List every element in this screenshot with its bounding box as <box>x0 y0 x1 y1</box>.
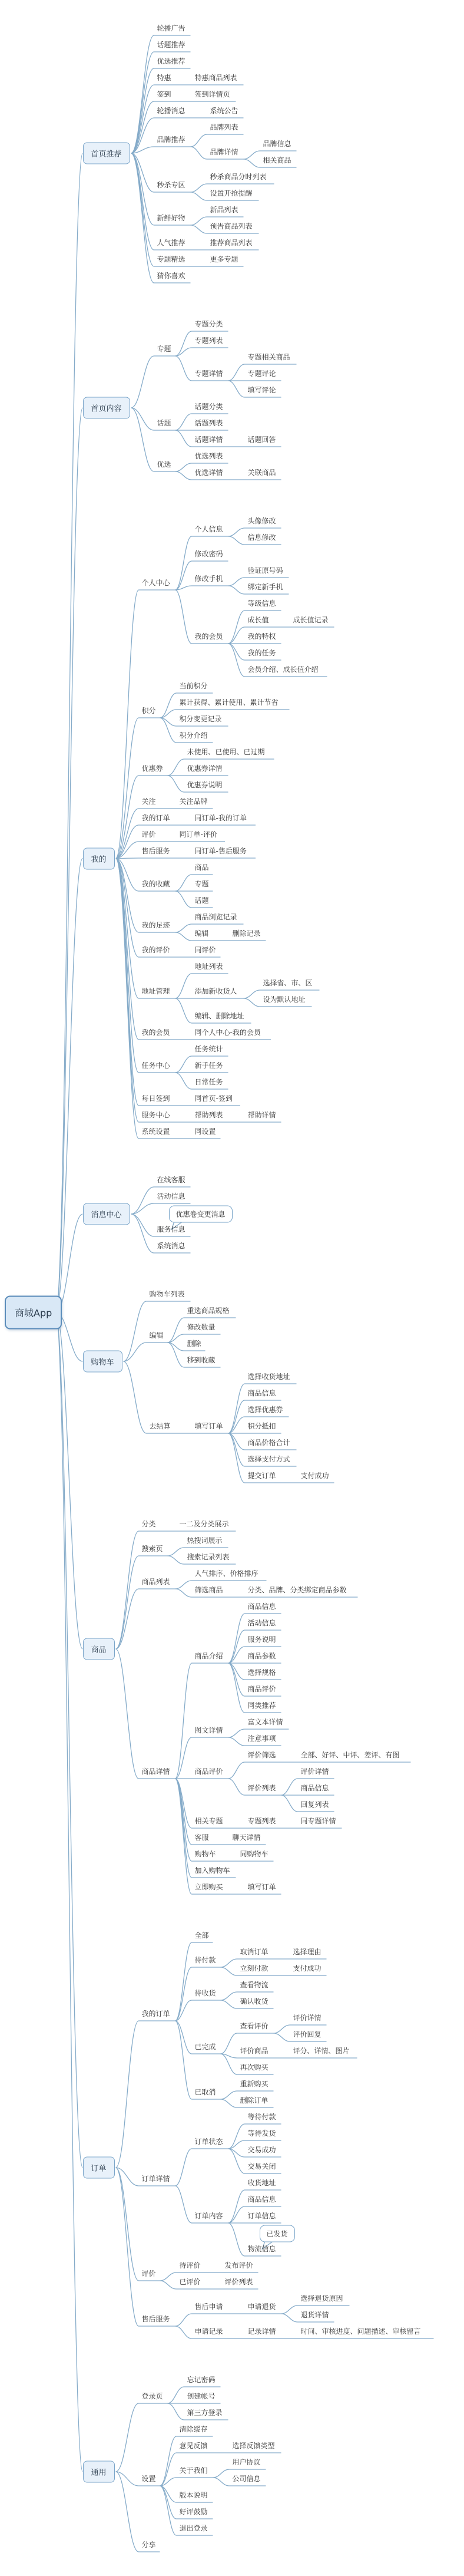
topic-node: 售后申请 <box>194 2303 223 2311</box>
topic-node: 已评价 <box>179 2278 201 2286</box>
topic-node: 任务中心 <box>141 1061 170 1070</box>
topic-node: 申请退货 <box>247 2303 276 2311</box>
topic-node: 登录页 <box>141 2392 163 2400</box>
topic-node: 修改手机 <box>194 575 223 583</box>
topic-node: 第三方登录 <box>187 2409 223 2417</box>
topic-node: 立刻付款 <box>240 1964 269 1973</box>
topic-node: 专题详情 <box>194 370 223 378</box>
topic-node: 评价 <box>141 2270 156 2278</box>
topic-node: 商品价格合计 <box>247 1439 290 1447</box>
topic-node: 话题列表 <box>194 419 223 427</box>
topic-node: 交易成功 <box>247 2146 276 2154</box>
topic-node: 商品信息 <box>247 2195 276 2204</box>
topic-node: 签到 <box>157 90 171 98</box>
topic-node: 同专题详情 <box>300 1817 336 1825</box>
topic-node: 退出登录 <box>179 2524 208 2532</box>
topic-node: 话题分类 <box>194 403 223 411</box>
topic-node: 优惠券说明 <box>187 781 223 789</box>
topic-node: 支付成功 <box>293 1964 322 1973</box>
topic-node: 重新购买 <box>240 2080 269 2088</box>
topic-node: 编辑 <box>194 929 209 938</box>
topic-node: 服务说明 <box>247 1635 276 1644</box>
topic-node: 等待发货 <box>247 2129 276 2138</box>
topic-node: 查看物流 <box>240 1981 269 1989</box>
topic-node: 同订单-我的订单 <box>194 814 247 822</box>
topic-node: 修改密码 <box>194 550 223 558</box>
topic-node: 优惠券详情 <box>187 764 223 773</box>
topic-node: 活动信息 <box>247 1619 276 1627</box>
branch-node: 购物车 <box>83 1351 122 1373</box>
topic-node: 系统设置 <box>141 1127 170 1136</box>
topic-node: 选择优惠券 <box>247 1406 283 1414</box>
topic-node: 头像修改 <box>247 517 276 525</box>
topic-node: 积分介绍 <box>179 731 208 740</box>
topic-node: 去结算 <box>149 1422 171 1430</box>
topic-node: 轮播消息 <box>157 107 185 115</box>
topic-node: 提交订单 <box>247 1472 276 1480</box>
topic-node: 特惠商品列表 <box>194 74 237 82</box>
topic-node: 删除 <box>187 1340 201 1348</box>
topic-node: 删除订单 <box>240 2096 269 2105</box>
topic-node: 话题详情 <box>194 436 223 444</box>
topic-node: 商品介绍 <box>194 1652 223 1660</box>
topic-node: 我的收藏 <box>141 880 170 888</box>
topic-node: 人气推荐 <box>157 239 185 247</box>
topic-node: 搜索记录列表 <box>187 1553 230 1561</box>
topic-node: 全部 <box>194 1931 209 1940</box>
topic-node: 专题 <box>194 880 209 888</box>
topic-node: 专题 <box>157 345 171 353</box>
topic-node: 日常任务 <box>194 1078 223 1086</box>
topic-node: 待收货 <box>194 1989 216 1997</box>
topic-node: 关注品牌 <box>179 797 208 806</box>
topic-node: 填写订单 <box>194 1422 223 1430</box>
topic-node: 绑定新手机 <box>247 583 283 591</box>
topic-node: 更多专题 <box>210 255 238 263</box>
callout-node: 优惠卷变更消息 <box>169 1206 233 1223</box>
topic-node: 选择理由 <box>293 1948 322 1956</box>
topic-node: 时间、审核进度、问题描述、审核留言 <box>300 2327 421 2336</box>
branch-node: 首页推荐 <box>83 143 130 164</box>
topic-node: 同购物车 <box>240 1850 269 1858</box>
topic-node: 轮播广告 <box>157 24 185 32</box>
topic-node: 我的会员 <box>141 1028 170 1037</box>
topic-node: 立即购买 <box>194 1883 223 1891</box>
topic-node: 订单信息 <box>247 2212 276 2220</box>
topic-node: 优惠券 <box>141 764 163 773</box>
topic-node: 修改数量 <box>187 1323 216 1331</box>
topic-node: 商品评价 <box>194 1767 223 1776</box>
topic-node: 等级信息 <box>247 599 276 608</box>
topic-node: 创建帐号 <box>187 2392 216 2400</box>
topic-node: 选择规格 <box>247 1668 276 1677</box>
branch-node: 首页内容 <box>83 397 130 419</box>
topic-node: 图文详情 <box>194 1726 223 1734</box>
topic-node: 优选推荐 <box>157 57 185 65</box>
topic-node: 我的会员 <box>194 632 223 641</box>
topic-node: 积分抵扣 <box>247 1422 276 1430</box>
topic-node: 全部、好评、中评、差评、有图 <box>300 1751 400 1759</box>
topic-node: 专题分类 <box>194 320 223 328</box>
topic-node: 同类推荐 <box>247 1701 276 1710</box>
topic-node: 取消订单 <box>240 1948 269 1956</box>
topic-node: 已完成 <box>194 2043 216 2051</box>
topic-node: 搜索页 <box>141 1545 163 1553</box>
branch-node: 通用 <box>83 2461 115 2483</box>
topic-node: 客服 <box>194 1833 209 1842</box>
topic-node: 意见反馈 <box>179 2442 208 2450</box>
topic-node: 猜你喜欢 <box>157 272 185 280</box>
topic-node: 相关专题 <box>194 1817 223 1825</box>
topic-node: 评价详情 <box>293 2014 322 2022</box>
topic-node: 收货地址 <box>247 2179 276 2187</box>
topic-node: 特惠 <box>157 74 171 82</box>
topic-node: 填写订单 <box>247 1883 276 1891</box>
topic-node: 编辑、删除地址 <box>194 1012 244 1020</box>
topic-node: 售后服务 <box>141 2315 170 2323</box>
topic-node: 我的特权 <box>247 632 276 641</box>
topic-node: 验证原号码 <box>247 566 283 575</box>
topic-node: 个人信息 <box>194 525 223 533</box>
topic-node: 品牌详情 <box>210 148 238 156</box>
topic-node: 新手任务 <box>194 1061 223 1070</box>
topic-node: 优选 <box>157 460 171 469</box>
topic-node: 选择退货原因 <box>300 2294 343 2303</box>
topic-node: 筛选商品 <box>194 1586 223 1594</box>
topic-node: 同首页-签到 <box>194 1094 233 1103</box>
topic-node: 重选商品规格 <box>187 1307 230 1315</box>
topic-node: 商品信息 <box>300 1784 329 1792</box>
topic-node: 订单状态 <box>194 2138 223 2146</box>
topic-node: 商品详情 <box>141 1767 170 1776</box>
topic-node: 支付成功 <box>300 1472 329 1480</box>
topic-node: 地址管理 <box>141 987 170 995</box>
topic-node: 删除记录 <box>232 929 261 938</box>
topic-node: 分类 <box>141 1520 156 1528</box>
topic-node: 品牌列表 <box>210 123 238 131</box>
topic-node: 优选详情 <box>194 469 223 477</box>
topic-node: 服务中心 <box>141 1111 170 1119</box>
topic-node: 商品参数 <box>247 1652 276 1660</box>
topic-node: 我的评价 <box>141 946 170 954</box>
topic-node: 选择支付方式 <box>247 1455 290 1463</box>
topic-node: 专题列表 <box>247 1817 276 1825</box>
topic-node: 好评鼓励 <box>179 2508 208 2516</box>
topic-node: 已取消 <box>194 2088 216 2096</box>
branch-node: 我的 <box>83 847 115 869</box>
topic-node: 当前积分 <box>179 682 208 690</box>
branch-node: 消息中心 <box>83 1203 130 1225</box>
topic-node: 设为默认地址 <box>263 995 306 1004</box>
topic-node: 编辑 <box>149 1331 164 1340</box>
topic-node: 填写评论 <box>247 386 276 394</box>
topic-node: 评价列表 <box>224 2278 253 2286</box>
topic-node: 话题推荐 <box>157 41 185 49</box>
topic-node: 订单详情 <box>141 2175 170 2183</box>
topic-node: 活动信息 <box>157 1192 185 1200</box>
topic-node: 专题相关商品 <box>247 353 290 361</box>
topic-node: 评价商品 <box>240 2047 269 2055</box>
topic-node: 评价 <box>141 830 156 839</box>
topic-node: 公司信息 <box>232 2475 261 2483</box>
topic-node: 确认收货 <box>240 1997 269 2006</box>
topic-node: 注意事项 <box>247 1734 276 1743</box>
topic-node: 用户协议 <box>232 2458 261 2466</box>
root-node: 商城App <box>5 1296 62 1330</box>
topic-node: 我的任务 <box>247 649 276 657</box>
topic-node: 关注 <box>141 797 156 806</box>
topic-node: 再次购买 <box>240 2063 269 2072</box>
topic-node: 待付款 <box>194 1956 216 1964</box>
topic-node: 一二及分类展示 <box>179 1520 229 1528</box>
topic-node: 我的订单 <box>141 2010 170 2018</box>
topic-node: 商品列表 <box>141 1578 170 1586</box>
topic-node: 系统公告 <box>210 107 238 115</box>
topic-node: 人气排序、价格排序 <box>194 1569 258 1578</box>
topic-node: 系统消息 <box>157 1242 185 1250</box>
branch-node: 商品 <box>83 1638 115 1660</box>
topic-node: 新品列表 <box>210 206 238 214</box>
topic-node: 话题 <box>157 419 171 427</box>
topic-node: 新鲜好物 <box>157 214 185 222</box>
topic-node: 评价回复 <box>293 2030 322 2039</box>
topic-node: 评价详情 <box>300 1767 329 1776</box>
topic-node: 待评价 <box>179 2261 201 2270</box>
topic-node: 地址列表 <box>194 962 223 971</box>
topic-node: 关联商品 <box>247 469 276 477</box>
topic-node: 专题评论 <box>247 370 276 378</box>
topic-node: 商品信息 <box>247 1602 276 1611</box>
topic-node: 售后服务 <box>141 847 170 855</box>
topic-node: 成长值 <box>247 616 269 624</box>
topic-node: 发布评价 <box>224 2261 253 2270</box>
topic-node: 帮助详情 <box>247 1111 276 1119</box>
topic-node: 添加新收货人 <box>194 987 237 995</box>
topic-node: 未使用、已使用、已过期 <box>187 748 265 756</box>
topic-node: 服务信息 <box>157 1225 185 1233</box>
topic-node: 品牌推荐 <box>157 136 185 144</box>
topic-node: 签到详情页 <box>194 90 230 98</box>
topic-node: 个人中心 <box>141 579 170 587</box>
topic-node: 评价列表 <box>247 1784 276 1792</box>
topic-node: 商品浏览记录 <box>194 913 237 921</box>
topic-node: 我的足迹 <box>141 921 170 929</box>
topic-node: 聊天详情 <box>232 1833 261 1842</box>
topic-node: 积分 <box>141 707 156 715</box>
topic-node: 退货详情 <box>300 2311 329 2319</box>
topic-node: 推荐商品列表 <box>210 239 253 247</box>
topic-node: 选择收货地址 <box>247 1373 290 1381</box>
topic-node: 话题 <box>194 896 209 905</box>
topic-node: 信息修改 <box>247 533 276 542</box>
topic-node: 等待付款 <box>247 2113 276 2121</box>
topic-node: 商品信息 <box>247 1389 276 1397</box>
topic-node: 设置开抢提醒 <box>210 189 253 197</box>
topic-node: 秒杀商品分时列表 <box>210 173 267 181</box>
topic-node: 评价筛选 <box>247 1751 276 1759</box>
topic-node: 在线客服 <box>157 1176 185 1184</box>
topic-node: 关于我们 <box>179 2466 208 2475</box>
topic-node: 记录详情 <box>247 2327 276 2336</box>
topic-node: 加入购物车 <box>194 1866 230 1875</box>
topic-node: 交易关闭 <box>247 2162 276 2171</box>
topic-node: 话题回答 <box>247 436 276 444</box>
topic-node: 任务统计 <box>194 1045 223 1053</box>
topic-node: 回复列表 <box>300 1800 329 1809</box>
topic-node: 选择省、市、区 <box>263 979 313 987</box>
topic-node: 积分变更记录 <box>179 715 222 723</box>
topic-node: 查看评价 <box>240 2022 269 2030</box>
topic-node: 预告商品列表 <box>210 222 253 230</box>
topic-node: 同订单-评价 <box>179 830 217 839</box>
topic-node: 订单内容 <box>194 2212 223 2220</box>
topic-node: 每日签到 <box>141 1094 170 1103</box>
topic-node: 移到收藏 <box>187 1356 216 1364</box>
topic-node: 专题列表 <box>194 337 223 345</box>
topic-node: 优选列表 <box>194 452 223 460</box>
topic-node: 清除缓存 <box>179 2425 208 2433</box>
topic-node: 秒杀专区 <box>157 181 185 189</box>
topic-node: 申请记录 <box>194 2327 223 2336</box>
topic-node: 分类、品牌、分类绑定商品参数 <box>247 1586 347 1594</box>
topic-node: 商品 <box>194 863 209 872</box>
topic-node: 分享 <box>141 2541 156 2549</box>
topic-node: 同评价 <box>194 946 216 954</box>
topic-node: 热搜词展示 <box>187 1536 223 1545</box>
topic-node: 同个人中心-我的会员 <box>194 1028 261 1037</box>
topic-node: 同设置 <box>194 1127 216 1136</box>
topic-node: 会员介绍、成长值介绍 <box>247 665 319 674</box>
topic-node: 忘记密码 <box>187 2376 216 2384</box>
topic-node: 版本说明 <box>179 2491 208 2499</box>
topic-node: 相关商品 <box>263 156 291 164</box>
topic-node: 物流信息 <box>247 2245 276 2253</box>
topic-node: 同订单-售后服务 <box>194 847 247 855</box>
topic-node: 购物车列表 <box>149 1290 185 1298</box>
topic-node: 设置 <box>141 2475 156 2483</box>
topic-node: 累计获得、累计使用、累计节省 <box>179 698 279 707</box>
topic-node: 帮助列表 <box>194 1111 223 1119</box>
topic-node: 商品评价 <box>247 1685 276 1693</box>
topic-node: 购物车 <box>194 1850 216 1858</box>
topic-node: 富文本详情 <box>247 1718 283 1726</box>
topic-node: 评分、详情、图片 <box>293 2047 350 2055</box>
topic-node: 品牌信息 <box>263 140 291 148</box>
topic-node: 成长值记录 <box>293 616 329 624</box>
topic-node: 专题精选 <box>157 255 185 263</box>
topic-node: 我的订单 <box>141 814 170 822</box>
topic-node: 选择反馈类型 <box>232 2442 275 2450</box>
callout-node: 已发货 <box>260 2225 295 2242</box>
branch-node: 订单 <box>83 2157 115 2179</box>
